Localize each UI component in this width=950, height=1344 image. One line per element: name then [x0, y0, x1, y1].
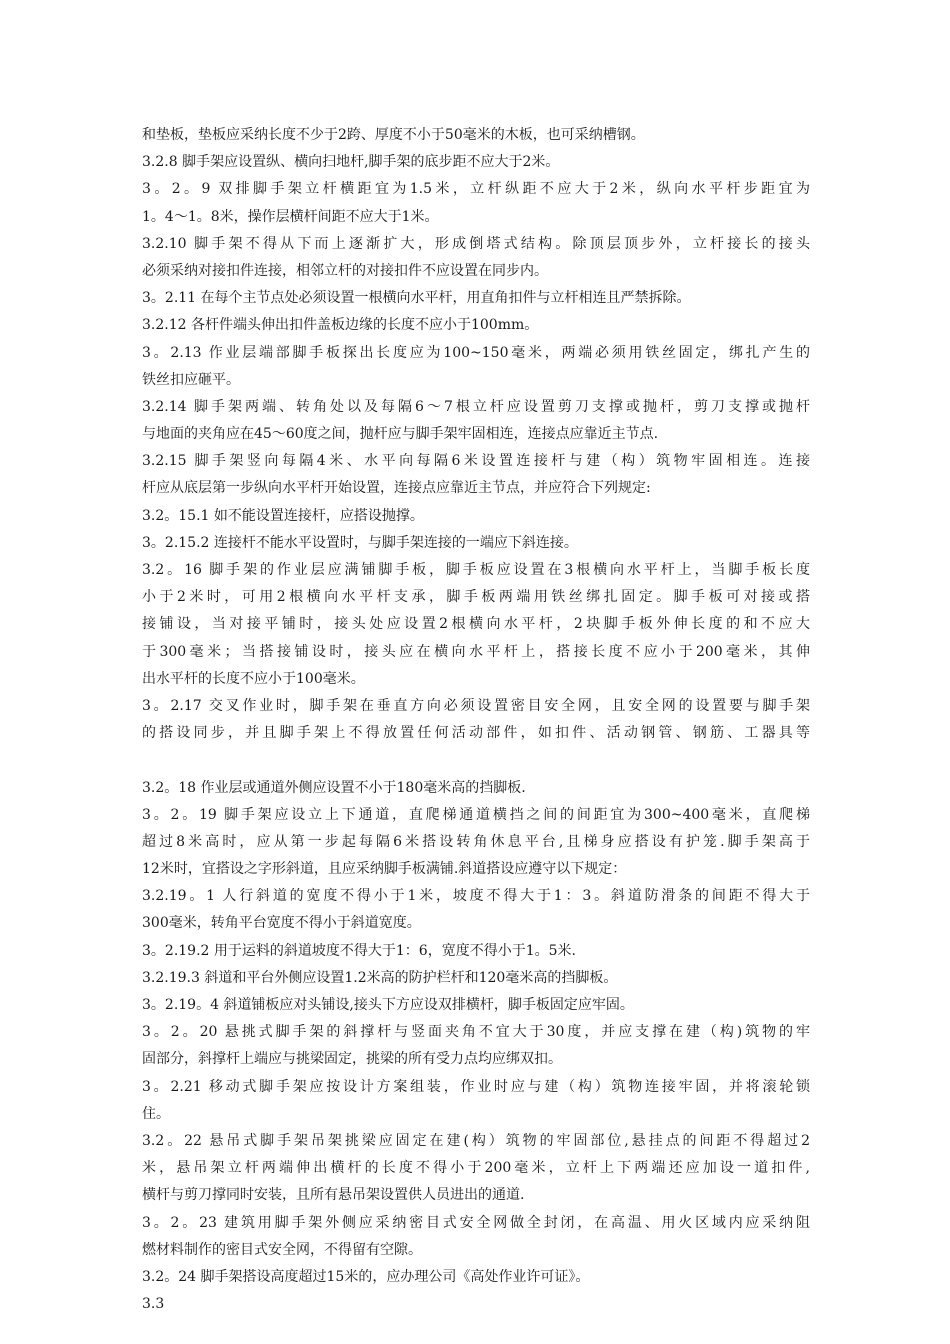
text-line: 铁丝扣应砸平。: [142, 371, 240, 388]
text-line: 与地面的夹角应在45～60度之间，抛杆应与脚手架牢固相连，连接点应靠近主节点.: [142, 426, 659, 443]
text-line: 的搭设同步，并且脚手架上不得放置任何活动部件，如扣件、活动钢管、钢筋、工器具等: [142, 725, 810, 742]
text-line: 杆应从底层第一步纵向水平杆开始设置，连接点应靠近主节点，并应符合下列规定:: [142, 480, 651, 497]
text-line: 3。2。19 脚手架应设立上下通道，直爬梯通道横挡之间的间距宜为300~400毫米，直爬梯: [142, 806, 810, 823]
text-line: 3.2。24 脚手架搭设高度超过15米的，应办理公司《高处作业许可证》。: [142, 1268, 590, 1285]
text-line: 3。2.17 交叉作业时，脚手架在垂直方向必须设置密目安全网，且安全网的设置要与脚手架: [142, 697, 810, 714]
text-line: 住。: [142, 1105, 170, 1122]
text-line: 燃材料制作的密目式安全网，不得留有空隙。: [142, 1241, 422, 1258]
text-line: 3.2.12 各杆件端头伸出扣件盖板边缘的长度不应小于100mm。: [142, 317, 539, 334]
text-line: 3.2.19.3 斜道和平台外侧应设置1.2米高的防护栏杆和120毫米高的挡脚板。: [142, 969, 618, 986]
text-line: 3.2。22 悬吊式脚手架吊架挑梁应固定在建(构）筑物的牢固部位,悬挂点的间距不得超过2: [142, 1132, 810, 1149]
text-line: 3。2.15.2 连接杆不能水平设置时，与脚手架连接的一端应下斜连接。: [142, 534, 578, 551]
text-line: 3.2。16 脚手架的作业层应满铺脚手板，脚手板应设置在3根横向水平杆上，当脚手板长度: [142, 562, 810, 578]
text-line: 3。2.19。4 斜道铺板应对头铺设,接头下方应设双排横杆，脚手板固定应牢固。: [142, 997, 634, 1013]
text-line: 3。2.21 移动式脚手架应按设计方案组装，作业时应与建（构）筑物连接牢固，并将滚轮锁: [142, 1078, 810, 1095]
text-line: 3.2.15 脚手架竖向每隔4米、水平向每隔6米设置连接杆与建（构）筑物牢固相连。连接: [142, 453, 810, 470]
text-line: 3.2.8 脚手架应设置纵、横向扫地杆,脚手架的底步距不应大于2米。: [142, 154, 560, 171]
text-line: 3.2。18 作业层或通道外侧应设置不小于180毫米高的挡脚板.: [142, 779, 526, 796]
blank-line: [142, 747, 810, 774]
text-line: 小于2米时，可用2根横向水平杆支承，脚手板两端用铁丝绑扎固定。脚手板可对接或搭: [142, 589, 810, 606]
text-line: 固部分，斜撑杆上端应与挑梁固定，挑梁的所有受力点均应绑双扣。: [142, 1051, 562, 1068]
text-line: 3。2.11 在每个主节点处必须设置一根横向水平杆，用直角扣件与立杆相连且严禁拆除。: [142, 290, 691, 307]
text-line: 接铺设，当对接平铺时，接头处应设置2根横向水平杆，2块脚手板外伸长度的和不应大: [142, 616, 810, 633]
text-line: 1。4～1。8米，操作层横杆间距不应大于1米。: [142, 208, 439, 225]
document-body: [142, 122, 810, 1318]
text-line: 于300毫米；当搭接铺设时，接头应在横向水平杆上，搭接长度不应小于200毫米，其伸: [142, 643, 810, 660]
text-line: 3.2.10 脚手架不得从下而上逐渐扩大，形成倒塔式结构。除顶层顶步外，立杆接长的接头: [142, 235, 810, 252]
text-line: 12米时，宜搭设之字形斜道，且应采纳脚手板满铺.斜道搭设应遵守以下规定：: [142, 861, 627, 878]
text-line: 3。2。9 双排脚手架立杆横距宜为1.5米，立杆纵距不应大于2米，纵向水平杆步距宜为: [142, 181, 810, 198]
text-line: 3.2.19。1 人行斜道的宽度不得小于1米，坡度不得大于1：3。斜道防滑条的间距不得大于: [142, 888, 810, 905]
text-line: 300毫米，转角平台宽度不得小于斜道宽度。: [142, 915, 421, 932]
text-line: 横杆与剪刀撑同时安装，且所有悬吊架设置供人员进出的通道.: [142, 1187, 525, 1204]
text-line: 3.2.14 脚手架两端、转角处以及每隔6～7根立杆应设置剪刀支撑或抛杆，剪刀支撑或抛杆: [142, 398, 810, 415]
text-line: 3。2.13 作业层端部脚手板探出长度应为100~150毫米，两端必须用铁丝固定，绑扎产生的: [142, 344, 810, 361]
text-line: 3.2。15.1 如不能设置连接杆，应搭设抛撑。: [142, 507, 424, 524]
text-line: 3。2。23 建筑用脚手架外侧应采纳密目式安全网做全封闭，在高温、用火区域内应采纳阻: [142, 1214, 810, 1231]
text-line: 出水平杆的长度不应小于100毫米。: [142, 670, 365, 687]
text-line: 米，悬吊架立杆两端伸出横杆的长度不得小于200毫米，立杆上下两端还应加设一道扣件,: [142, 1160, 810, 1177]
text-line: 必须采纳对接扣件连接，相邻立杆的对接扣件不应设置在同步内。: [142, 262, 548, 279]
text-line: 超过8米高时，应从第一步起每隔6米搭设转角休息平台,且梯身应搭设有护笼.脚手架高于: [142, 833, 810, 850]
text-line: 3。2。20 悬挑式脚手架的斜撑杆与竖面夹角不宜大于30度，并应支撑在建（构)筑物的牢: [142, 1024, 810, 1041]
text-line: 3。2.19.2 用于运料的斜道坡度不得大于1：6，宽度不得小于1。5米.: [142, 942, 576, 959]
text-line: 和垫板，垫板应采纳长度不少于2跨、厚度不小于50毫米的木板，也可采纳槽钢。: [142, 127, 645, 143]
text-line: 3.3: [142, 1296, 165, 1313]
